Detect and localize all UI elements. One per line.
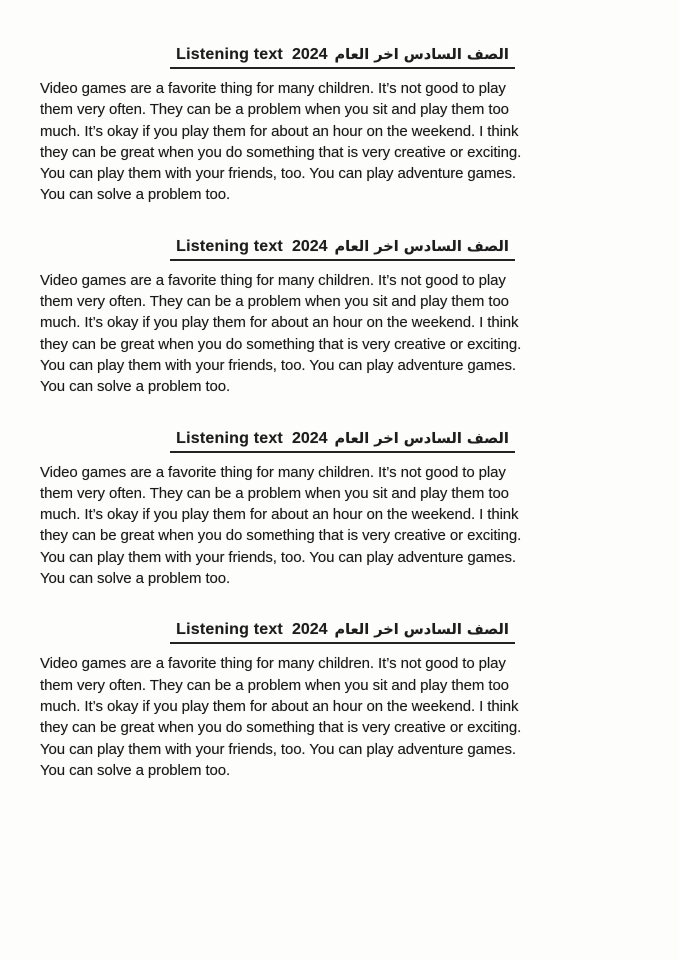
section-heading [40,429,645,453]
listening-section-3 [40,429,645,590]
listening-paragraph [40,78,645,206]
paragraph-line: You can solve a problem too. [40,186,231,204]
paragraph-line: You can play them with your friends, too. You can play adventure games. [40,165,516,183]
listening-paragraph [40,270,645,398]
paragraph-line: they can be great when you do something that is very creative or exciting. [40,719,522,737]
listening-paragraph [40,462,645,590]
paragraph-line: You can solve a problem too. [40,761,231,779]
heading-title-ar: الصف السادس اخر العام [334,430,509,447]
listening-paragraph [40,653,645,781]
paragraph-line: them very often. They can be a problem when you sit and play them too [40,101,509,119]
paragraph-line: them very often. They can be a problem when you sit and play them too [40,484,509,502]
section-heading [40,45,645,69]
paragraph-line: them very often. They can be a problem when you sit and play them too [40,293,509,311]
section-heading-text [170,620,515,644]
listening-section-4 [40,620,645,781]
paragraph-line: they can be great when you do something that is very creative or exciting. [40,143,522,161]
heading-title-ar: الصف السادس اخر العام [334,238,509,255]
paragraph-line: You can play them with your friends, too. You can play adventure games. [40,356,516,374]
paragraph-line: them very often. They can be a problem when you sit and play them too [40,676,509,694]
paragraph-line: they can be great when you do something that is very creative or exciting. [40,527,522,545]
heading-year: 2024 [291,621,328,639]
heading-year: 2024 [291,237,328,255]
listening-section-2 [40,237,645,398]
paragraph-line: Video games are a favorite thing for many children. It’s not good to play [40,80,506,97]
section-heading-text [170,429,515,453]
paragraph-line: they can be great when you do something that is very creative or exciting. [40,335,522,353]
heading-title-en: Listening text [176,429,283,447]
paragraph-line: You can solve a problem too. [40,378,231,396]
paragraph-line: much. It’s okay if you play them for about an hour on the weekend. I think [40,506,519,524]
section-heading-text [170,237,515,261]
heading-title-en: Listening text [176,46,283,63]
paragraph-line: Video games are a favorite thing for many children. It’s not good to play [40,271,506,289]
heading-year: 2024 [291,46,328,63]
heading-title-ar: الصف السادس اخر العام [334,622,509,639]
heading-title-ar: الصف السادس اخر العام [334,47,509,63]
section-heading-text [170,45,515,69]
paragraph-line: You can play them with your friends, too. You can play adventure games. [40,548,516,566]
heading-title-en: Listening text [176,621,283,639]
section-heading [40,237,645,261]
listening-section-1 [40,45,645,206]
heading-year: 2024 [291,429,328,447]
paragraph-line: You can play them with your friends, too. You can play adventure games. [40,740,516,758]
paragraph-line: much. It’s okay if you play them for about an hour on the weekend. I think [40,314,519,332]
paragraph-line: You can solve a problem too. [40,570,231,588]
paragraph-line: much. It’s okay if you play them for about an hour on the weekend. I think [40,122,519,140]
paragraph-line: Video games are a favorite thing for many children. It’s not good to play [40,463,506,481]
paragraph-line: much. It’s okay if you play them for about an hour on the weekend. I think [40,697,519,715]
paragraph-line: Video games are a favorite thing for many children. It’s not good to play [40,655,506,673]
heading-title-en: Listening text [176,237,283,255]
section-heading [40,620,645,644]
